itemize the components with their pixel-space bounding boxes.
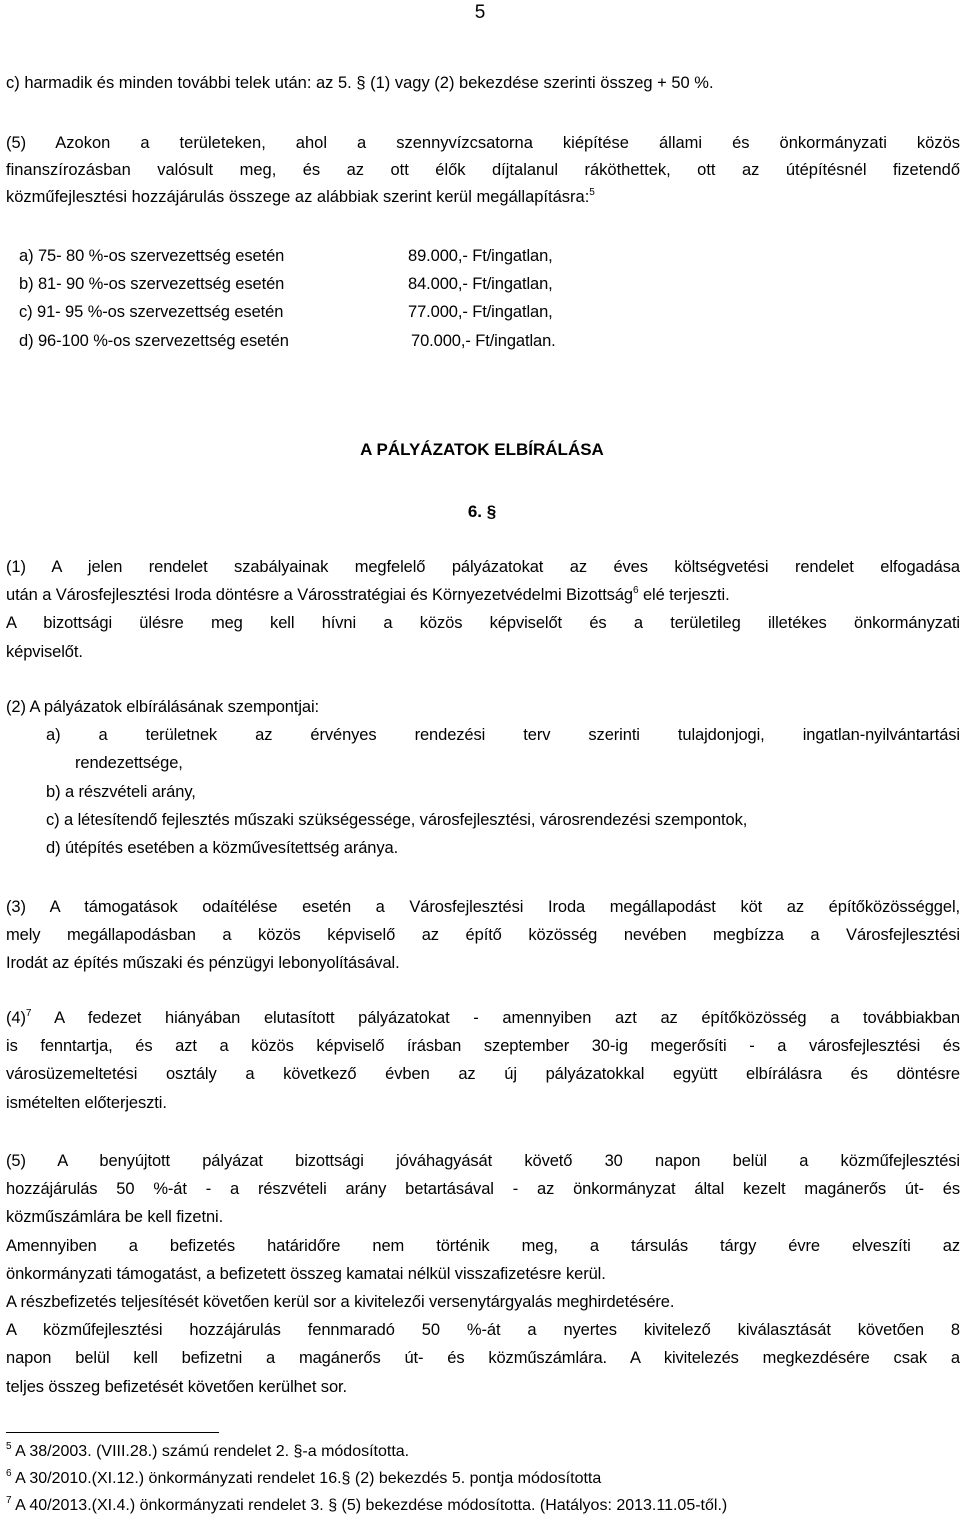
rates-list [19,242,960,355]
paragraph-5b-line4: Amennyiben a befizetés határidőre nem történik meg, a társulás tárgy évre elveszíti az [6,1236,960,1255]
rate-item [19,242,960,270]
footnote-number: 5 [6,1440,12,1452]
paragraph-1-line1: (1) A jelen rendelet szabályainak megfelelő pályázatokat az éves költségvetési rendelet elfogadása [6,558,960,576]
paragraph-5b-line5: önkormányzati támogatást, a befizetett összeg kamatai nélkül visszafizetésre kerül. [6,1264,606,1283]
paragraph-5-line3 [6,184,960,211]
criterion-a-line1: a) a területnek az érvényes rendezési terv szerinti tulajdonjogi, ingatlan-nyilvántartási [46,726,960,745]
paragraph-5b-line1: (5) A benyújtott pályázat bizottsági jóváhagyását követő 30 napon belül a közműfejlesztési [6,1152,960,1170]
criterion-a-line2: rendezettsége, [75,754,183,773]
rate-amount: 77.000,- Ft/ingatlan, [408,303,553,322]
paragraph-4-line1-text: A fedezet hiányában elutasított pályázatokat - amennyiben azt az építőközösség a továbbiakban [31,1009,960,1027]
rate-amount: 70.000,- Ft/ingatlan. [411,331,556,350]
footnote-number: 7 [6,1494,12,1506]
paragraph-4-line3: városüzemeltetési osztály a következő évben az új pályázatokkal együtt elbírálásra és döntésre [6,1065,960,1084]
paragraph-1-line2 [6,581,960,609]
paragraph-4-prefix: (4) [6,1009,26,1027]
paragraph-5b-line7: A közműfejlesztési hozzájárulás fennmaradó 50 %-át a nyertes kivitelező kiválasztását követően 8 [6,1321,960,1340]
paragraph-5-line3-text: közműfejlesztési hozzájárulás összege az alábbiak szerint kerül megállapításra: [6,188,590,206]
paragraph-4-line4: ismételten előterjeszti. [6,1093,167,1112]
rate-label: c) 91- 95 %-os szervezettség esetén [19,303,284,322]
paragraph-c [6,70,960,97]
footnote [6,1440,410,1461]
paragraph-1-line2-tail: elé terjeszti. [638,586,730,605]
paragraph-5 [6,130,960,211]
paragraph-5-line2: finanszírozásban valósult meg, és az ott élők díjtalanul ráköthettek, ott az útépítésnél fizetendő [6,161,960,179]
paragraph-3-line1: (3) A támogatások odaítélése esetén a Városfejlesztési Iroda megállapodást köt az építőközösséggel, [6,898,960,916]
paragraph-5b-line9: teljes összeg befizetését követően kerülhet sor. [6,1377,347,1396]
paragraph-1-line2-text: után a Városfejlesztési Iroda döntésre a Városstratégiai és Környezetvédelmi Bizottság [6,586,633,605]
footnote-text: A 40/2013.(XI.4.) önkormányzati rendelet 3. § (5) bekezdése módosította. (Hatályos: 2013.11.05-től.) [11,1497,728,1514]
paragraph-5b-line6: A részbefizetés teljesítését követően kerül sor a kivitelezői versenytárgyalás meghirdetésére. [6,1293,675,1312]
paragraph-3-line3: Irodát az építés műszaki és pénzügyi lebonyolításával. [6,954,400,973]
footnote-text: A 30/2010.(XI.12.) önkormányzati rendelet 16.§ (2) bekezdés 5. pontja módosította [11,1470,602,1487]
criterion-b: b) a részvételi arány, [46,782,196,801]
paragraph-5b-line3: közműszámlára be kell fizetni. [6,1208,224,1227]
section-title: A PÁLYÁZATOK ELBÍRÁLÁSA [360,440,604,459]
rate-item [19,298,960,326]
footnote [6,1494,728,1515]
footnote [6,1467,602,1488]
paragraph-4-line2: is fenntartja, és azt a közös képviselő írásban szeptember 30-ig megerősíti - a városfejlesztési és [6,1037,960,1056]
paragraph-4-line1 [6,1004,960,1032]
paragraph-3-line2: mely megállapodásban a közös képviselő az építő közösség nevében megbízza a Városfejlesztési [6,926,960,945]
paragraph-2 [6,693,960,862]
paragraph-3 [6,893,960,978]
rate-amount: 84.000,- Ft/ingatlan, [408,275,553,294]
rate-item [19,327,960,355]
section-number: 6. § [467,502,497,521]
footnote-divider [6,1432,219,1433]
paragraph-5b [6,1147,960,1401]
paragraph-1-line4: képviselőt. [6,642,83,661]
paragraph-5-line1: (5) Azokon a területeken, ahol a szennyvízcsatorna kiépítése állami és önkormányzati közös [6,134,960,152]
rate-label: b) 81- 90 %-os szervezettség esetén [19,275,285,294]
paragraph-5b-line2: hozzájárulás 50 %-át - a részvételi arány betartásával - az önkormányzat által kezelt magánerős út- és [6,1180,960,1199]
rate-label: a) 75- 80 %-os szervezettség esetén [19,247,285,265]
rate-item [19,270,960,298]
footnote-ref-7: 7 [25,1007,32,1019]
footnote-ref-5: 5 [589,186,595,198]
paragraph-1-line3: A bizottsági ülésre meg kell hívni a közös képviselőt és a területileg illetékes önkormányzati [6,614,960,633]
footnote-text: A 38/2003. (VIII.28.) számú rendelet 2. §-a módosította. [11,1443,410,1460]
criterion-d: d) útépítés esetében a közművesítettség aránya. [46,839,399,858]
paragraph-1 [6,553,960,666]
footnote-number: 6 [6,1467,12,1479]
paragraph-2-intro: (2) A pályázatok elbírálásának szempontjai: [6,698,320,716]
footnote-ref-6: 6 [633,584,639,596]
paragraph-4 [6,1004,960,1117]
paragraph-5b-line8: napon belül kell befizetni a magánerős út- és közműszámlára. A kivitelezés megkezdésére csak a [6,1349,960,1368]
rate-amount: 89.000,- Ft/ingatlan, [408,247,553,265]
page-number: 5 [474,2,486,23]
criterion-c: c) a létesítendő fejlesztés műszaki szükségessége, városfejlesztési, városrendezési szempontok, [46,810,748,829]
paragraph-c-text: c) harmadik és minden további telek után: az 5. § (1) vagy (2) bekezdése szerinti összeg + 50 %. [6,74,714,92]
rate-label: d) 96-100 %-os szervezettség esetén [19,331,289,350]
